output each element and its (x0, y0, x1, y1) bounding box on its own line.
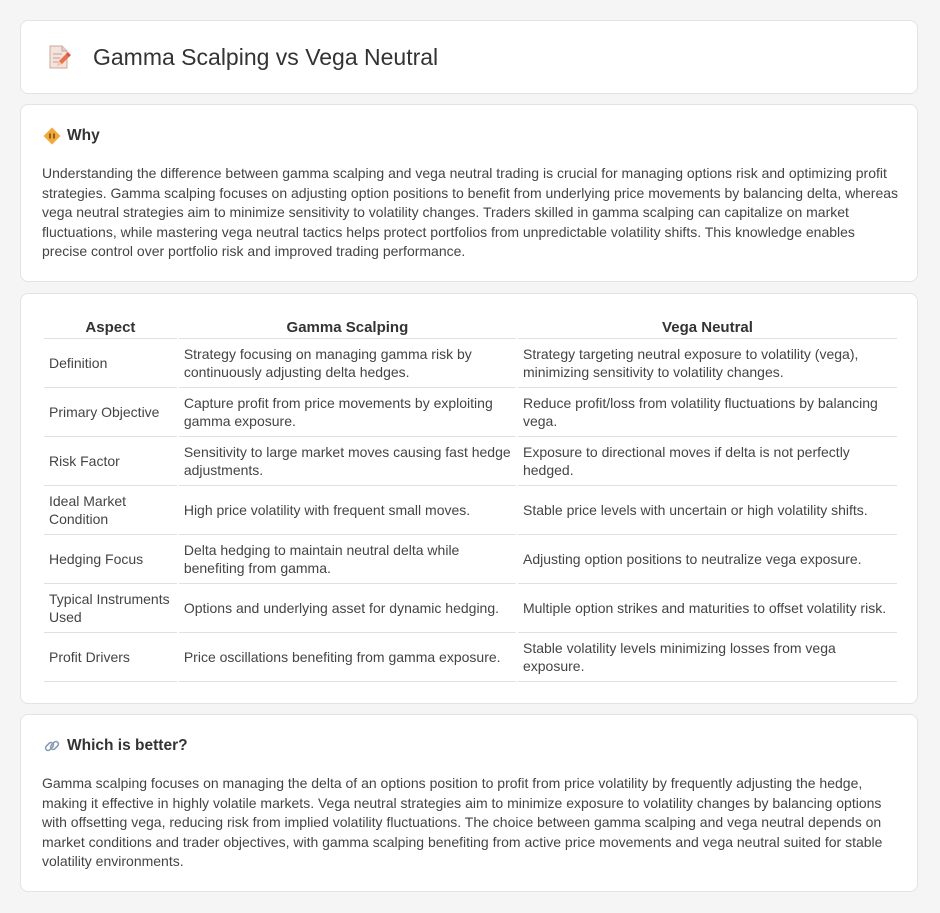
header-vega-neutral: Vega Neutral (518, 316, 897, 339)
gamma-cell: Capture profit from price movements by exploiting gamma exposure. (179, 388, 516, 437)
comparison-table (42, 316, 899, 682)
table-row (44, 437, 897, 486)
comparison-card (20, 293, 918, 704)
page-title: Gamma Scalping vs Vega Neutral (93, 43, 439, 70)
table-row (44, 535, 897, 584)
table-row (44, 486, 897, 535)
aspect-cell: Definition (44, 339, 177, 388)
why-text: Understanding the difference between gamma scalping and vega neutral trading is crucial for managing options risk and optimizing profit strategies. Gamma scalping focuses on adjusting option positions to benefit from underlying price movements by balancing delta, whereas vega neutral strategies aim to minimize sensitivity to volatility changes. Traders skilled in gamma scalping can capitalize on market fluctuations, while mastering vega neutral tactics helps protect portfolios from unpredictable volatility shifts. This knowledge enables precise control over portfolio risk and improved trading performance. (42, 165, 899, 260)
vega-cell: Adjusting option positions to neutralize vega exposure. (518, 535, 897, 584)
which-is-better-section (20, 714, 918, 892)
header-gamma-scalping: Gamma Scalping (179, 316, 516, 339)
aspect-cell: Ideal Market Condition (44, 486, 177, 535)
header-card (20, 20, 918, 94)
aspect-cell: Primary Objective (44, 388, 177, 437)
why-section (20, 104, 918, 282)
diamond-warning-icon (43, 127, 61, 145)
aspect-cell: Risk Factor (44, 437, 177, 486)
which-is-better-title: Which is better? (67, 737, 188, 754)
aspect-cell: Typical Instruments Used (44, 584, 177, 633)
header-aspect: Aspect (44, 316, 177, 339)
vega-cell: Reduce profit/loss from volatility fluctuations by balancing vega. (518, 388, 897, 437)
why-title: Why (67, 127, 100, 144)
gamma-cell: Strategy focusing on managing gamma risk by continuously adjusting delta hedges. (179, 339, 516, 388)
table-row (44, 633, 897, 682)
gamma-cell: Options and underlying asset for dynamic hedging. (179, 584, 516, 633)
vega-cell: Stable price levels with uncertain or high volatility shifts. (518, 486, 897, 535)
aspect-cell: Profit Drivers (44, 633, 177, 682)
gamma-cell: High price volatility with frequent small moves. (179, 486, 516, 535)
document-pencil-icon (47, 44, 71, 70)
which-is-better-text: Gamma scalping focuses on managing the delta of an options position to profit from price volatility by frequently adjusting the hedge, making it effective in highly volatile markets. Vega neutral strategies aim to minimize exposure to volatility changes by balancing options with offsetting vega, reducing risk from implied volatility fluctuations. The choice between gamma scalping and vega neutral depends on market conditions and trader objectives, with gamma scalping benefiting from active price movements and vega neutral suited for stable volatility environments. (42, 775, 883, 870)
gamma-cell: Delta hedging to maintain neutral delta while benefiting from gamma. (179, 535, 516, 584)
vega-cell: Strategy targeting neutral exposure to volatility (vega), minimizing sensitivity to volatility changes. (518, 339, 897, 388)
vega-cell: Multiple option strikes and maturities to offset volatility risk. (518, 584, 897, 633)
link-icon (43, 737, 61, 755)
table-row (44, 388, 897, 437)
gamma-cell: Price oscillations benefiting from gamma exposure. (179, 633, 516, 682)
table-row (44, 339, 897, 388)
aspect-cell: Hedging Focus (44, 535, 177, 584)
vega-cell: Stable volatility levels minimizing losses from vega exposure. (518, 633, 897, 682)
vega-cell: Exposure to directional moves if delta is not perfectly hedged. (518, 437, 897, 486)
gamma-cell: Sensitivity to large market moves causing fast hedge adjustments. (179, 437, 516, 486)
table-header-row (44, 316, 897, 339)
table-row (44, 584, 897, 633)
